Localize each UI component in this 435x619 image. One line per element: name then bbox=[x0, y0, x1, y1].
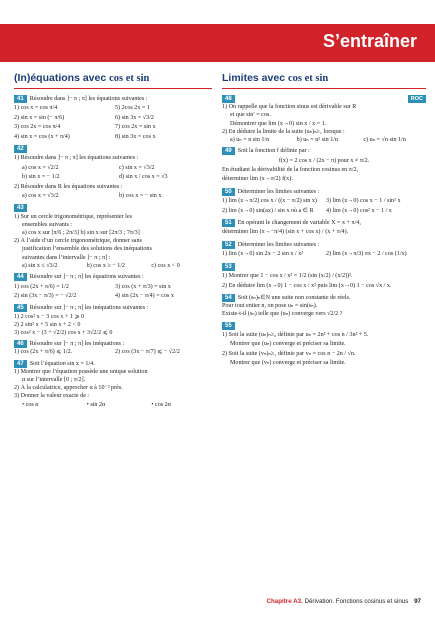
exercise-47: 47 Soit l’équation sin x = 1/4. 1) Montrer que l’équation possède une unique solution α sur l’intervalle [0 ; π/2]. 2) À la calculatrice, approcher α à 10⁻² près. 3) Donner la valeur exacte de : • cos α • sin 2α • cos 2α bbox=[14, 360, 171, 408]
right-column bbox=[222, 72, 426, 372]
page-number: 97 bbox=[414, 598, 421, 605]
chapter-label: Chapitre A3. bbox=[266, 598, 303, 605]
section-title-limits: Limites avec cos et sin bbox=[222, 72, 426, 89]
exercise-number: 54 bbox=[222, 294, 235, 302]
chapter-title: Dérivation. Fonctions cosinus et sinus bbox=[304, 598, 409, 605]
exercise-41: 41 Résoudre dans ]− π ; π] les équations suivantes : 1) cos x = cos π/4 5) 2cos 2x = 1 2) sin x = sin (− π/6) 6) sin 3x = √3/2 3) cos 2x = cos π/4 7) cos 2x = sin x 4) sin x = cos (x + π/4) 8) sin 3x = cos x bbox=[14, 96, 156, 140]
exercise-number: 51 bbox=[222, 219, 235, 227]
exercise-number: 44 bbox=[14, 273, 27, 281]
section-title-equations: (In)équations avec cos et sin bbox=[14, 72, 212, 89]
exercise-number: 42 bbox=[14, 145, 27, 153]
exercise-53: 53 1) Montrer que 1 − cos x / x² = 1/2 (sin (x/2) / (x/2))². 2) En déduire lim (x→0) 1 − cos x / x² puis lim (x→0) 1 − cos √x / x. bbox=[222, 263, 392, 289]
left-column bbox=[14, 72, 212, 412]
exercise-number: 53 bbox=[222, 263, 235, 271]
exercise-46: 46 Résoudre sur ]− π ; π] les inéquations : 1) cos (2x + π/6) ⩽ 1/2. 2) cos (3x − π/7) ⩽ − √2/2 bbox=[14, 341, 180, 356]
exercise-48: 48 ROC 1) On rappelle que la fonction sinus est dérivable sur R et que sin′ = cos. Démontrer que lim (x→0) sin x / x = 1. 2) En déduire la limite de la suite (uₙ)ₙ≥₁ lorsque : a) uₙ = n sin 1/n b) uₙ = n² sin 1/n c) uₙ = √n sin 1/n bbox=[222, 95, 426, 144]
page-footer bbox=[267, 598, 421, 605]
exercise-45: 45 Résoudre sur ]− π ; π] les inéquations suivantes : 1) 2 cos² x − 3 cos x + 1 ⩾ 0 2) 2 sin² x + 5 sin x + 2 < 0 3) cos² x − (3 + √2/2) cos x + 3√2/2 ⩽ 0 bbox=[14, 305, 149, 336]
exercise-49: 49 Soit la fonction f définie par : f(x) = 2 cos x / (2x − π) pour x ≠ π/2. En étudiant la dérivabilité de la fonction cosinus en π/2, déterminer lim (x→π/2) f(x). bbox=[222, 148, 370, 183]
exercise-54: 54 Soit (sₙ)ₙ∈N une suite non constante de réels. Pour tout entier n, on pose uₙ = sin(sₙ). Existe-t-il (sₙ) telle que (uₙ) converge vers √2/2 ? bbox=[222, 294, 351, 318]
exercise-52: 52 Déterminer les limites suivantes : 1) lim (x→0) sin 2x − 2 sin x / x² 2) lim (x→π/3) πx − 2 / cos (1/x) bbox=[222, 241, 407, 258]
exercise-number: 43 bbox=[14, 204, 27, 212]
exercise-number: 52 bbox=[222, 241, 235, 249]
exercise-number: 48 bbox=[222, 95, 235, 103]
exercise-50: 50 Déterminer les limites suivantes : 1) lim (x→π/2) cos x / ((x − π/2) sin x) 3) lim (x→0) cos x − 1 / sin² x 2) lim (x→0) sin(ax) / sin x où a ∈ R 4) lim (x→0) cos² x − 1 / x bbox=[222, 188, 401, 214]
exercise-55: 55 1) Soit la suite (uₙ)ₙ≥₀ définie par uₙ = 2n² + cos n / 3n² + 5. Montrer que (uₙ) converge et préciser sa limite. 2) Soit la suite (vₙ)ₙ≥₁ définie par vₙ = cos n − 2n / √n. Montrer que (vₙ) converge et préciser sa limite. bbox=[222, 322, 369, 367]
exercise-51: 51 En opérant le changement de variable X = x + π/4, déterminer lim (x→−π/4) (sin x + cos x) / (x + π/4). bbox=[222, 220, 361, 236]
header-banner bbox=[0, 24, 435, 62]
exercise-44: 44 Résoudre sur ]− π ; π] les équations suivantes : 1) cos (2x + π/6) = 1/2 3) cos (x + π/3) = sin x 2) sin (3x − π/3) = − √2/2 4) sin (2x − π/4) = cos x bbox=[14, 274, 174, 299]
exercise-number: 46 bbox=[14, 340, 27, 348]
page-title: S’entraîner bbox=[322, 31, 417, 51]
exercise-number: 47 bbox=[14, 360, 27, 368]
exercise-number: 41 bbox=[14, 95, 27, 103]
exercise-42: 42 1) Résoudre dans ]− π ; π] les équations suivantes : a) cos x = √2/2 c) sin x = √3/2 b) sin x = − 1/2 d) sin x / cos x = √3 2) Résoudre dans R les équations suivantes : a) cos x = √3/2 b) cos x = − sin x bbox=[14, 146, 168, 200]
exercise-number: 45 bbox=[14, 304, 27, 312]
exercise-number: 49 bbox=[222, 147, 235, 155]
exercise-43: 43 1) Sur un cercle trigonométrique, représenter les ensembles suivants : a) cos x sur [π/6 ; 2π/3] b) sin x sur [2π/3 ; 7π/3] 2) À l’aide d’un cercle trigonométrique, donner sans justification l’ensemble des solutions des inéquations suivantes dans l’intervalle ]− π ; π] : a) sin x ≤ √3/2 b) cos x ≥ − 1/2 c) cos x < 0 bbox=[14, 205, 180, 269]
exercise-number: 55 bbox=[222, 322, 235, 330]
exercise-number: 50 bbox=[222, 188, 235, 196]
roc-badge: ROC bbox=[408, 95, 426, 103]
